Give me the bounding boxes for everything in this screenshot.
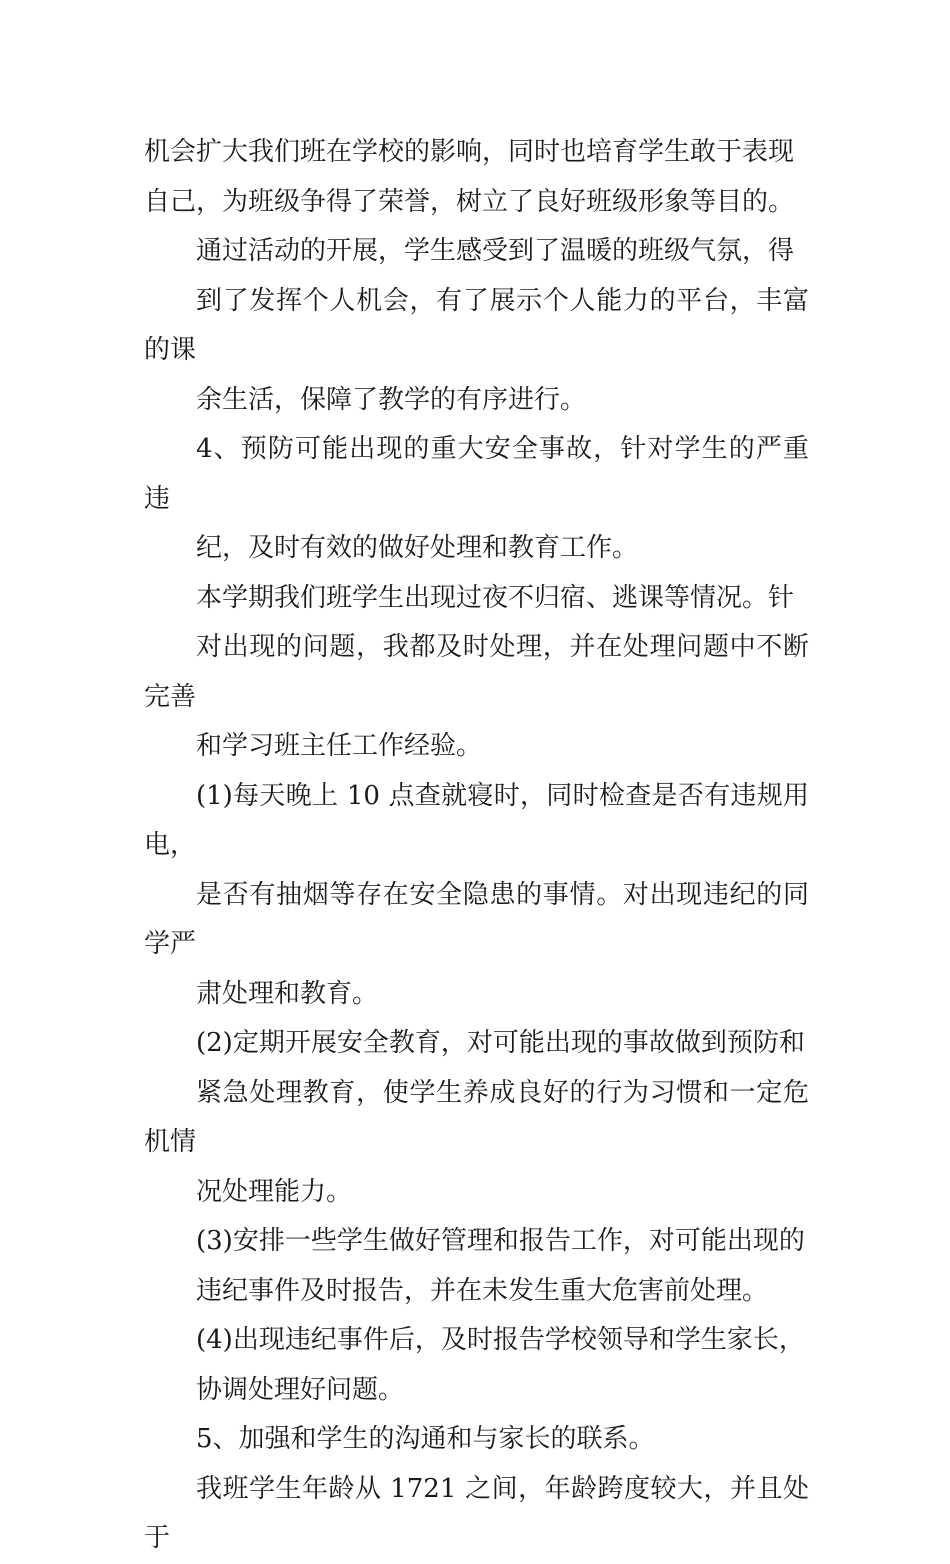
paragraph xyxy=(144,1415,809,1465)
paragraph xyxy=(144,574,809,772)
text-line: 是否有抽烟等存在安全隐患的事情。对出现违纪的同学严 xyxy=(144,879,809,959)
text-line: 通过活动的开展，学生感受到了温暖的班级气氛，得 xyxy=(196,236,795,266)
text-line: 纪，及时有效的做好处理和教育工作。 xyxy=(196,533,639,563)
text-line: 紧急处理教育，使学生养成良好的行为习惯和一定危机情 xyxy=(144,1077,809,1157)
paragraph xyxy=(144,425,809,574)
text-line: 肃处理和教育。 xyxy=(196,978,379,1009)
paragraph xyxy=(144,772,809,1020)
text-line: 违纪事件及时报告，并在未发生重大危害前处理。 xyxy=(196,1275,769,1306)
paragraph xyxy=(144,1217,809,1316)
paragraph xyxy=(144,1316,809,1415)
paragraph xyxy=(144,1465,809,1564)
text-line: 我班学生年龄从 1721 之间，年龄跨度较大，并且处于 xyxy=(144,1473,809,1553)
text-line: 和学习班主任工作经验。 xyxy=(196,731,483,761)
paragraph xyxy=(144,1019,809,1217)
text-line: 4、预防可能出现的重大安全事故，针对学生的严重违 xyxy=(144,434,809,514)
text-line: 余生活，保障了教学的有序进行。 xyxy=(196,384,587,415)
text-line: 5、加强和学生的沟通和与家长的联系。 xyxy=(196,1424,655,1454)
text-line: 况处理能力。 xyxy=(196,1176,353,1207)
document-body xyxy=(144,128,809,1564)
text-line: (1)每天晚上 10 点查就寝时，同时检查是否有违规用电， xyxy=(144,780,809,860)
text-line: 机会扩大我们班在学校的影响，同时也培育学生敢于表现 xyxy=(144,137,795,167)
text-line: (4)出现违纪事件后，及时报告学校领导和学生家长， xyxy=(196,1325,805,1355)
text-line: 协调处理好问题。 xyxy=(196,1374,405,1405)
text-line: 对出现的问题，我都及时处理，并在处理问题中不断完善 xyxy=(144,632,809,712)
text-line: (2)定期开展安全教育，对可能出现的事故做到预防和 xyxy=(196,1028,805,1058)
text-line: 自己，为班级争得了荣誉，树立了良好班级形象等目的。 xyxy=(144,186,795,217)
text-line: 本学期我们班学生出现过夜不归宿、逃课等情况。针 xyxy=(196,582,795,613)
text-line: (3)安排一些学生做好管理和报告工作，对可能出现的 xyxy=(196,1226,805,1256)
paragraph xyxy=(144,128,809,227)
paragraph xyxy=(144,227,809,425)
text-line: 到了发挥个人机会，有了展示个人能力的平台，丰富的课 xyxy=(144,285,809,365)
